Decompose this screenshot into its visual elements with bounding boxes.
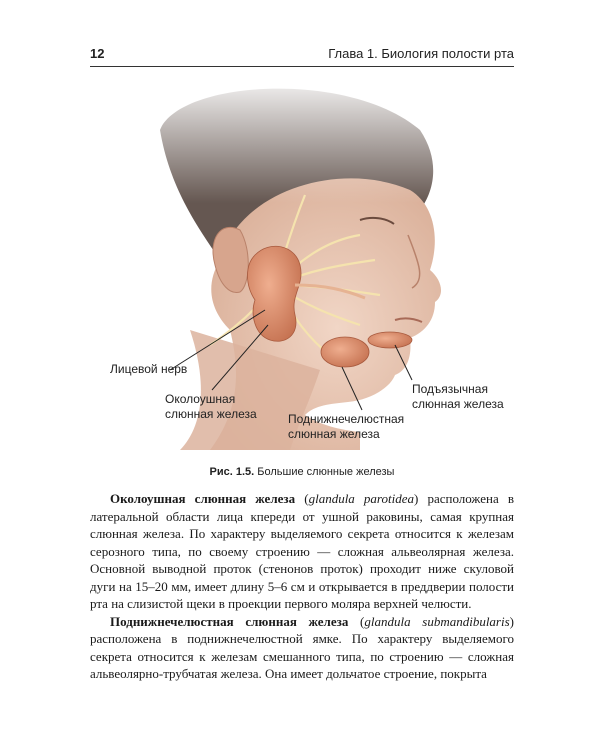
body-text bbox=[90, 490, 514, 683]
paragraph-parotid bbox=[90, 490, 514, 613]
salivary-glands-figure bbox=[90, 70, 514, 450]
latin-parotid: glandula parotidea bbox=[308, 491, 414, 506]
paragraph-submandibular bbox=[90, 613, 514, 683]
paragraph-submandibular-text: ) расположена в поднижнечелюстной ямке. По характеру выделяемого секрета относится к железам смешанного типа, по строению — сложная альвеолярно-трубчатая железа. Она имеет дольчатое строение, покрыта bbox=[90, 613, 514, 681]
chapter-title: Глава 1. Биология полости рта bbox=[328, 46, 514, 61]
label-parotid-gland: Околоушная слюнная железа bbox=[165, 392, 257, 421]
latin-submandibular: glandula submandibularis bbox=[364, 613, 510, 629]
label-submandibular-gland: Поднижнечелюстная слюнная железа bbox=[288, 412, 405, 441]
label-sublingual-gland: Подъязычная слюнная железа bbox=[412, 382, 504, 411]
term-parotid: Околоушная слюнная железа bbox=[110, 491, 296, 506]
caption-text: Большие слюнные железы bbox=[257, 466, 395, 478]
term-submandibular: Поднижнечелюстная слюнная железа bbox=[110, 613, 349, 629]
figure-caption bbox=[90, 466, 514, 478]
page-number: 12 bbox=[90, 46, 105, 61]
header-divider bbox=[90, 66, 514, 67]
label-facial-nerve: Лицевой нерв bbox=[110, 362, 188, 376]
paren-open: ( bbox=[348, 613, 365, 629]
caption-label: Рис. 1.5. bbox=[209, 466, 255, 478]
paragraph-parotid-text: ) расположена в латеральной области лица кпереди от ушной раковины, самая крупная слюнная железа. По характеру выделяемого секрета относится к железам серозного типа, по своему строению — сложная альвеолярная железа. Основной выводной проток (стенонов проток) проходит ниже скуловой дуги на 15–20 мм, имеет длину 5–6 см и открывается в преддверии полости рта на слизистой щеки в проекции первого моляра верхней челюсти. bbox=[90, 491, 514, 611]
page-header bbox=[90, 46, 514, 64]
paren-open: ( bbox=[295, 491, 309, 506]
